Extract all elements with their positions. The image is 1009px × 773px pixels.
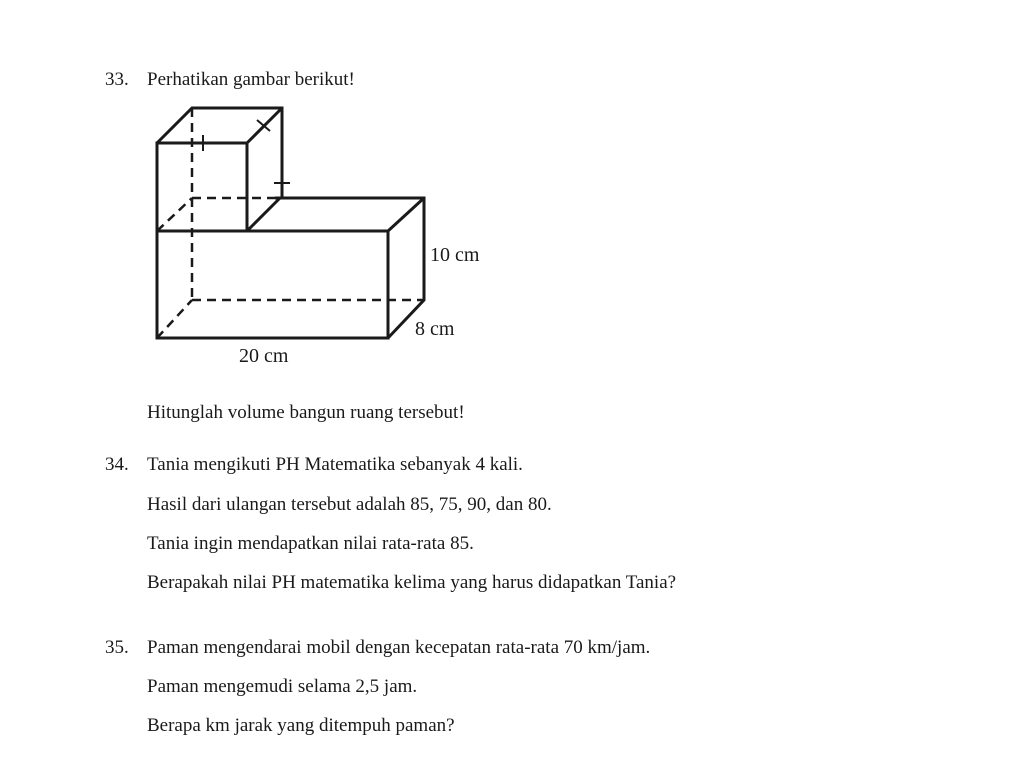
- question-35-line-1: Paman mengendarai mobil dengan kecepatan rata-rata 70 km/jam.: [147, 637, 651, 658]
- hidden-middle-left-edge: [157, 198, 192, 231]
- small-cube-front-bottom-edge: [247, 198, 280, 231]
- question-33-number: 33.: [105, 69, 129, 90]
- question-34-line-3: Tania ingin mendapatkan nilai rata-rata 85.: [147, 533, 474, 554]
- question-34-line-2: Hasil dari ulangan tersebut adalah 85, 75, 90, dan 80.: [147, 494, 552, 515]
- question-34-line-4: Berapakah nilai PH matematika kelima yang harus didapatkan Tania?: [147, 572, 677, 593]
- depth-label: 8 cm: [415, 318, 455, 340]
- question-33-task: Hitunglah volume bangun ruang tersebut!: [147, 402, 465, 423]
- question-33-instruction: Perhatikan gambar berikut!: [147, 69, 355, 90]
- question-35-line-2: Paman mengemudi selama 2,5 jam.: [147, 676, 418, 697]
- small-cube-top-face: [157, 108, 282, 198]
- length-label: 20 cm: [239, 345, 289, 367]
- question-35-line-3: Berapa km jarak yang ditempuh paman?: [147, 715, 455, 736]
- height-label: 10 cm: [430, 244, 480, 266]
- large-cuboid-top-right-edge: [388, 198, 424, 231]
- question-35-number: 35.: [105, 637, 129, 658]
- question-34-line-1: Tania mengikuti PH Matematika sebanyak 4 kali.: [147, 454, 523, 475]
- hidden-bottom-left-edge: [157, 300, 192, 338]
- question-34-number: 34.: [105, 454, 129, 475]
